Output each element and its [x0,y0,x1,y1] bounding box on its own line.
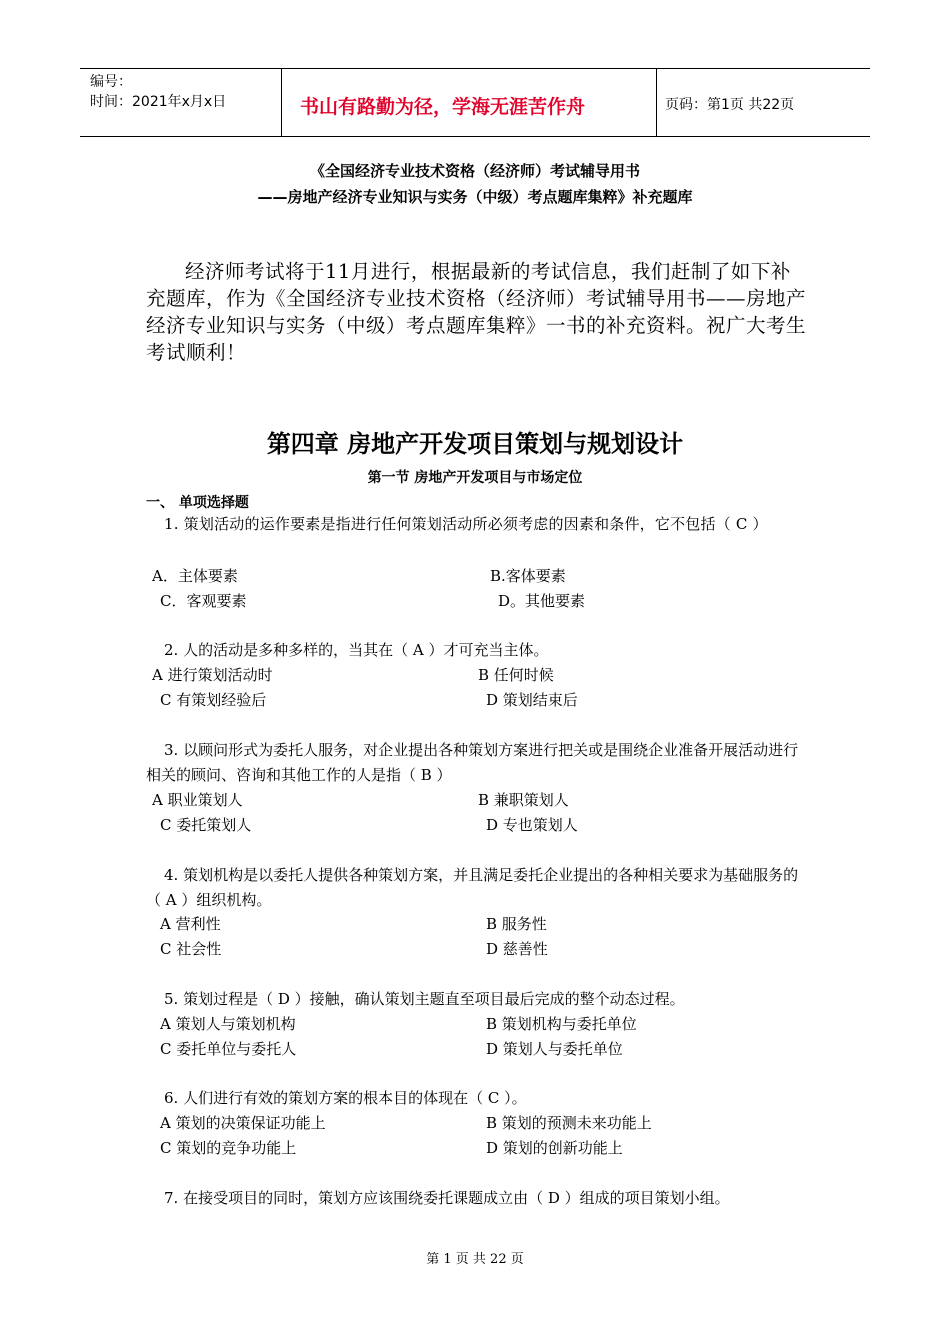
q2-option-b: B 任何时候 [478,666,554,684]
header-divider-right [656,68,657,136]
q1-option-b: B.客体要素 [490,567,566,585]
question-3: 3. 以顾问形式为委托人服务，对企业提出各种策划方案进行把关或是围绕企业准备开展活动进行相关的顾问、咨询和其他工作的人是指（ B ） [146,741,799,784]
q4-option-d: D 慈善性 [486,940,548,958]
header-bottom-border [80,136,870,137]
header-top-border [80,68,870,69]
q4-option-a: A 营利性 [160,915,221,933]
part-title: 一、 单项选择题 [146,495,249,511]
q5-option-a: A 策划人与策划机构 [160,1015,296,1033]
q6-option-b: B 策划的预测未来功能上 [486,1114,652,1132]
page-footer: 第 1 页 共 22 页 [426,1252,524,1267]
q2-option-d: D 策划结束后 [486,691,578,709]
q4-option-c: C 社会性 [160,940,222,958]
section-title: 第一节 房地产开发项目与市场定位 [367,470,583,486]
intro-paragraph: 经济师考试将于11月进行，根据最新的考试信息，我们赶制了如下补充题库，作为《全国经济专业技术资格（经济师）考试辅导用书——房地产经济专业知识与实务（中级）考点题库集粹》一书的补充资料。祝广大考生考试顺利！ [146,260,807,364]
q3-option-b: B 兼职策划人 [478,791,569,809]
q5-option-c: C 委托单位与委托人 [160,1040,297,1058]
header-divider-left [281,68,282,136]
q1-option-c: C．客观要素 [160,592,247,610]
q6-option-a: A 策划的决策保证功能上 [160,1114,326,1132]
header-motto: 书山有路勤为径，学海无涯苦作舟 [300,96,586,118]
question-6: 6. 人们进行有效的策划方案的根本目的体现在（ C ）。 [164,1089,527,1107]
question-4: 4. 策划机构是以委托人提供各种策划方案，并且满足委托企业提出的各种相关要求为基础服务的（ A ）组织机构。 [146,866,799,909]
q2-option-a: A 进行策划活动时 [152,666,273,684]
book-title-line2: ——房地产经济专业知识与实务（中级）考点题库集粹》补充题库 [257,188,693,206]
chapter-title: 第四章 房地产开发项目策划与规划设计 [266,430,684,458]
q1-option-a: A．主体要素 [152,567,238,585]
q3-option-a: A 职业策划人 [152,791,243,809]
header-number-label: 编号： [90,74,132,90]
q2-option-c: C 有策划经验后 [160,691,267,709]
question-2: 2. 人的活动是多种多样的，当其在（ A ）才可充当主体。 [164,641,549,659]
q5-option-d: D 策划人与委托单位 [486,1040,623,1058]
q1-option-d: D。其他要素 [498,592,586,610]
question-1: 1. 策划活动的运作要素是指进行任何策划活动所必须考虑的因素和条件，它不包括（ C ） [164,515,768,533]
question-5: 5. 策划过程是（ D ）接触，确认策划主题直至项目最后完成的整个动态过程。 [164,990,685,1008]
q3-option-c: C 委托策划人 [160,816,252,834]
q5-option-b: B 策划机构与委托单位 [486,1015,637,1033]
book-title-line1: 《全国经济专业技术资格（经济师）考试辅导用书 [309,162,640,180]
header-time-label: 时间：2021年x月x日 [90,94,227,110]
question-7: 7. 在接受项目的同时，策划方应该围绕委托课题成立由（ D ）组成的项目策划小组。 [164,1189,730,1207]
q6-option-d: D 策划的创新功能上 [486,1139,623,1157]
q4-option-b: B 服务性 [486,915,547,933]
q3-option-d: D 专也策划人 [486,816,578,834]
q6-option-c: C 策划的竞争功能上 [160,1139,297,1157]
header-page-label: 页码：第1页 共22页 [665,97,795,113]
